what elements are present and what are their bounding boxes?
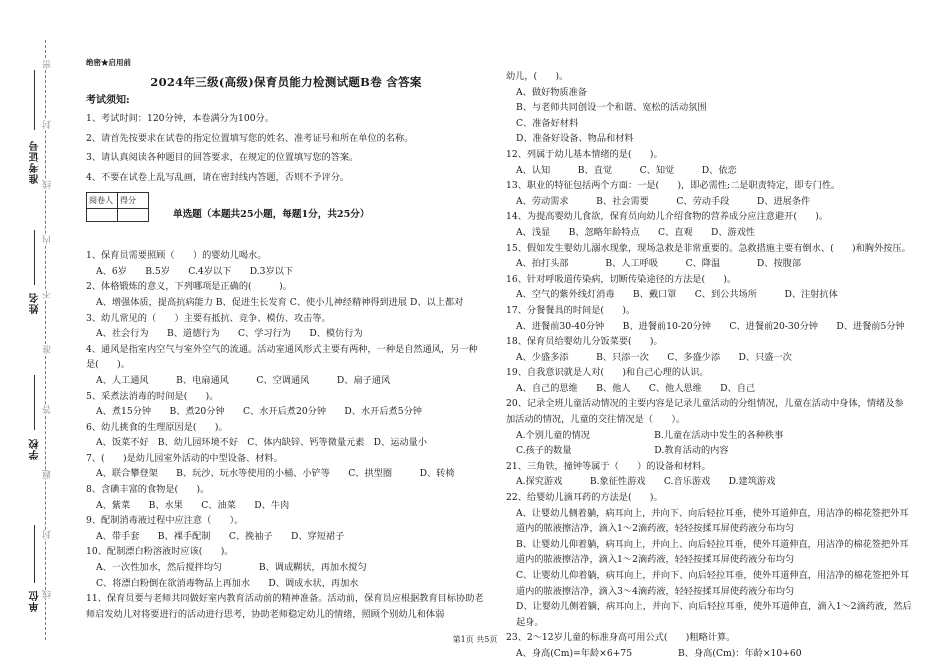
answer-options: A、自己的思维 B、他人 C、他人思维 D、自己 (516, 382, 756, 394)
score-section (86, 192, 486, 223)
question-stem: 20、记录全班儿童活动情况的主要内容是记录儿童活动的分组情况，儿童在活动中身体，情绪及参加活动的情况，儿童的交往情况是（ ）。 (506, 398, 904, 426)
question-stem: 16、针对呼吸道传染病，切断传染途径的方法是( )。 (506, 273, 737, 285)
answer-options: A、劳动需求 B、社会需要 C、劳动手段 D、进展条件 (516, 195, 811, 207)
question-stem: 15、假如发生婴幼儿溺水现象，现场急救是非常重要的。急救措施主要有倒水、( )和胸外按压。 (506, 242, 911, 254)
binding-label-name: 姓名 (30, 292, 41, 314)
grader-cell[interactable] (87, 209, 118, 222)
question-stem: 22、给婴幼儿滴耳药的方法是( )。 (506, 492, 663, 504)
cut-mark: 题 (43, 470, 53, 479)
section-title: 单选题（本题共25小题，每题1分，共25分） (173, 208, 370, 220)
question-stem: 21、三角铁，撞钟等属于（ ）的设备和材料。 (506, 460, 711, 472)
seal-cut-line (45, 40, 46, 640)
question-stem: 10、配制漂白粉溶液时应该( )。 (86, 546, 234, 558)
page-footer: 第1页 共5页 (452, 635, 498, 644)
answer-option: A、让婴幼儿侧着躺，病耳向上，并向下、向后轻拉耳垂，使外耳道伸直，用洁净的棉花签把外耳道内的脓液擦洁净，滴入1～2滴药液，轻轻按揉耳屏使药液分布均匀 (516, 507, 909, 535)
binding-label-exam-number: 准考证号 (30, 140, 41, 184)
answer-options: A、社会行为 B、道德行为 C、学习行为 D、模仿行为 (96, 328, 363, 340)
score-table (86, 192, 149, 223)
answer-options: A、空气的紫外线灯消毒 B、戴口罩 C、到公共场所 D、注射抗体 (516, 289, 838, 301)
question-stem: 2、体格锻炼的意义，下列哪项是正确的( )。 (86, 281, 292, 293)
answer-options: A.个别儿童的情况 B.儿童在活动中发生的各种秩事 (516, 429, 784, 441)
grader-label: 阅卷人 (87, 192, 118, 209)
unit-field[interactable] (34, 525, 35, 583)
cut-mark: 线 (43, 180, 53, 189)
question-stem: 1、保育员需要照顾（ ）的婴幼儿喝水。 (86, 250, 267, 262)
page-title: 2024年三级(高级)保育员能力检测试题B卷 含答案 (150, 74, 422, 89)
answer-options: A、做好物质准备 (516, 86, 587, 98)
answer-options: A、进餐前30-40分钟 B、进餐前10-20分钟 C、进餐前20-30分钟 D、进餐前5分钟 (516, 320, 905, 332)
notice-heading: 考试须知: (86, 94, 130, 106)
question-stem: 11、保育员要与老师共同做好室内教育活动前的精神准备。活动前，保育员应根据教育目标协助老师启发幼儿对将要进行的活动进行思考，协助老师稳定幼儿的情绪，照顾个别幼儿和体弱 (86, 593, 484, 620)
question-stem: 5、采煮法消毒的时间是( )。 (86, 390, 219, 402)
answer-options: B、与老师共同创设一个和谐、宽松的活动氛围 (516, 102, 707, 114)
notice-item: 2、请首先按要求在试卷的指定位置填写您的姓名、准考证号和所在单位的名称。 (86, 132, 414, 144)
question-stem: 4、通风是指室内空气与室外空气的流通。活动室通风形式主要有两种，一种是自然通风，另一种是( )。 (86, 343, 478, 371)
binding-margin (0, 0, 60, 671)
answer-options: A、带手套 B、裸手配制 C、挽袖子 D、穿短裙子 (96, 530, 345, 542)
score-cell[interactable] (118, 209, 149, 222)
answer-options: C、准备好材料 (516, 117, 579, 129)
answer-options: A、饭菜不好 B、幼儿园环境不好 C、体内缺锌、钙等微量元素 D、运动量小 (96, 437, 427, 449)
answer-options: C.孩子的数量 D.教育活动的内容 (516, 445, 729, 457)
answer-options: A、联合攀登架 B、玩沙、玩水等使用的小桶、小铲等 C、拱型圈 D、转椅 (96, 468, 455, 480)
notice-item: 3、请认真阅读各种题目的回答要求，在规定的位置填写您的答案。 (86, 152, 359, 164)
question-list (86, 248, 486, 622)
question-stem: 9、配制消毒液过程中应注意（ ）。 (86, 515, 244, 527)
question-stem: 19、自我意识就是人对( )和自己心理的认识。 (506, 367, 709, 379)
notice-item: 4、不要在试卷上乱写乱画，请在密封线内答题，否则不予评分。 (86, 171, 350, 183)
left-column (86, 55, 486, 622)
cut-mark: 内 (43, 235, 53, 244)
school-field[interactable] (34, 375, 35, 430)
binding-label-school: 学校 (30, 438, 41, 460)
cut-mark: 封 (43, 530, 53, 539)
binding-label-unit: 单位 (30, 590, 41, 612)
question-stem: 6、幼儿挑食的生理原因是( )。 (86, 421, 228, 433)
question-stem: 8、含碘丰富的食物是( )。 (86, 484, 210, 496)
secret-mark: 绝密★启用前 (86, 58, 131, 67)
answer-option: D、让婴幼儿侧着躺，病耳向上，并向下、向后轻拉耳垂，使外耳道伸直，滴入1～2滴药液，然后起身。 (516, 601, 912, 628)
score-label: 得分 (118, 192, 149, 209)
cut-mark: 封 (43, 120, 53, 129)
question-stem: 13、职业的特征包括两个方面：一是( )，即必需性;二是职责特定，即专门性。 (506, 180, 841, 192)
answer-options: A、6岁 B.5岁 C.4岁以下 D.3岁以下 (96, 265, 294, 277)
cut-mark: 线 (43, 590, 53, 599)
question-stem: 3、幼儿常见的（ ）主要有抵抗、竞争、模仿、攻击等。 (86, 312, 331, 324)
cut-mark: 密 (43, 60, 53, 69)
answer-options: A、煮15分钟 B、煮20分钟 C、水开后煮20分钟 D、水开后煮5分钟 (96, 406, 422, 418)
question-list (506, 69, 912, 662)
answer-options: A、少盛多添 B、只添一次 C、多盛少添 D、只盛一次 (516, 351, 792, 363)
answer-option: B、让婴幼儿仰着躺，病耳向上，并向上、向后轻拉耳垂，使外耳道伸直，用洁净的棉花签把外耳道内的脓液擦洁净，滴入1～2滴药液，轻轻按揉耳屏使药液分布均匀 (516, 538, 909, 566)
answer-options: A、认知 B、直觉 C、知觉 D、依恋 (516, 164, 737, 176)
cut-mark: 准 (43, 345, 53, 354)
answer-options: A、浅显 B、忽略年龄特点 C、直观 D、游戏性 (516, 226, 756, 238)
answer-options: A.探究游戏 B.象征性游戏 C.音乐游戏 D.建筑游戏 (516, 476, 776, 488)
answer-options: A、紫菜 B、水果 C、油菜 D、牛肉 (96, 499, 290, 511)
cut-mark: 不 (43, 290, 53, 299)
answer-options: C、将漂白粉倒在欲消毒物品上再加水 D、调成水状，再加水 (96, 577, 359, 589)
question-stem: 23、2～12岁儿童的标准身高可用公式( )粗略计算。 (506, 632, 736, 644)
question-stem: 幼儿，( )。 (506, 71, 569, 82)
question-stem: 18、保育员给婴幼儿分饭菜要( )。 (506, 336, 663, 348)
answer-options: A、一次性加水，然后搅拌均匀 B、调成糊状，再加水搅匀 (96, 562, 367, 574)
answer-option: C、让婴幼儿仰着躺，病耳向上，并向下、向后轻拉耳垂，使外耳道伸直，用洁净的棉花签把外耳道内的脓液擦洁净，滴入3～4滴药液，轻轻按揉耳屏使药液分布均匀 (516, 570, 909, 597)
notice-item: 1、考试时间：120分钟，本卷满分为100分。 (86, 113, 274, 125)
answer-options: A、增强体质，提高抗病能力 B、促进生长发育 C、使小儿神经精神得到进展 D、以上都对 (96, 296, 464, 308)
answer-options: D、准备好设备、物品和材料 (516, 133, 634, 145)
question-stem: 12、列属于幼儿基本情绪的是( )。 (506, 148, 663, 160)
exam-number-field[interactable] (34, 70, 35, 130)
answer-options: A、身高(Cm)=年龄×6+75 B、身高(Cm)：年龄×10+60 (516, 647, 802, 659)
question-stem: 14、为提高婴幼儿食欲，保育员向幼儿介绍食物的营养成分应注意避开( )。 (506, 211, 829, 223)
cut-mark: 答 (43, 405, 53, 414)
answer-options: A、拍打头部 B、人工呼吸 C、降温 D、按腹部 (516, 258, 802, 270)
question-stem: 7、( )是幼儿园室外活动的中型设备、材料。 (86, 452, 283, 464)
name-field[interactable] (34, 230, 35, 285)
right-column (506, 69, 912, 662)
answer-options: A、人工通风 B、电扇通风 C、空调通风 D、扇子通风 (96, 374, 391, 386)
question-stem: 17、分餐餐具的时间是( )。 (506, 304, 636, 316)
